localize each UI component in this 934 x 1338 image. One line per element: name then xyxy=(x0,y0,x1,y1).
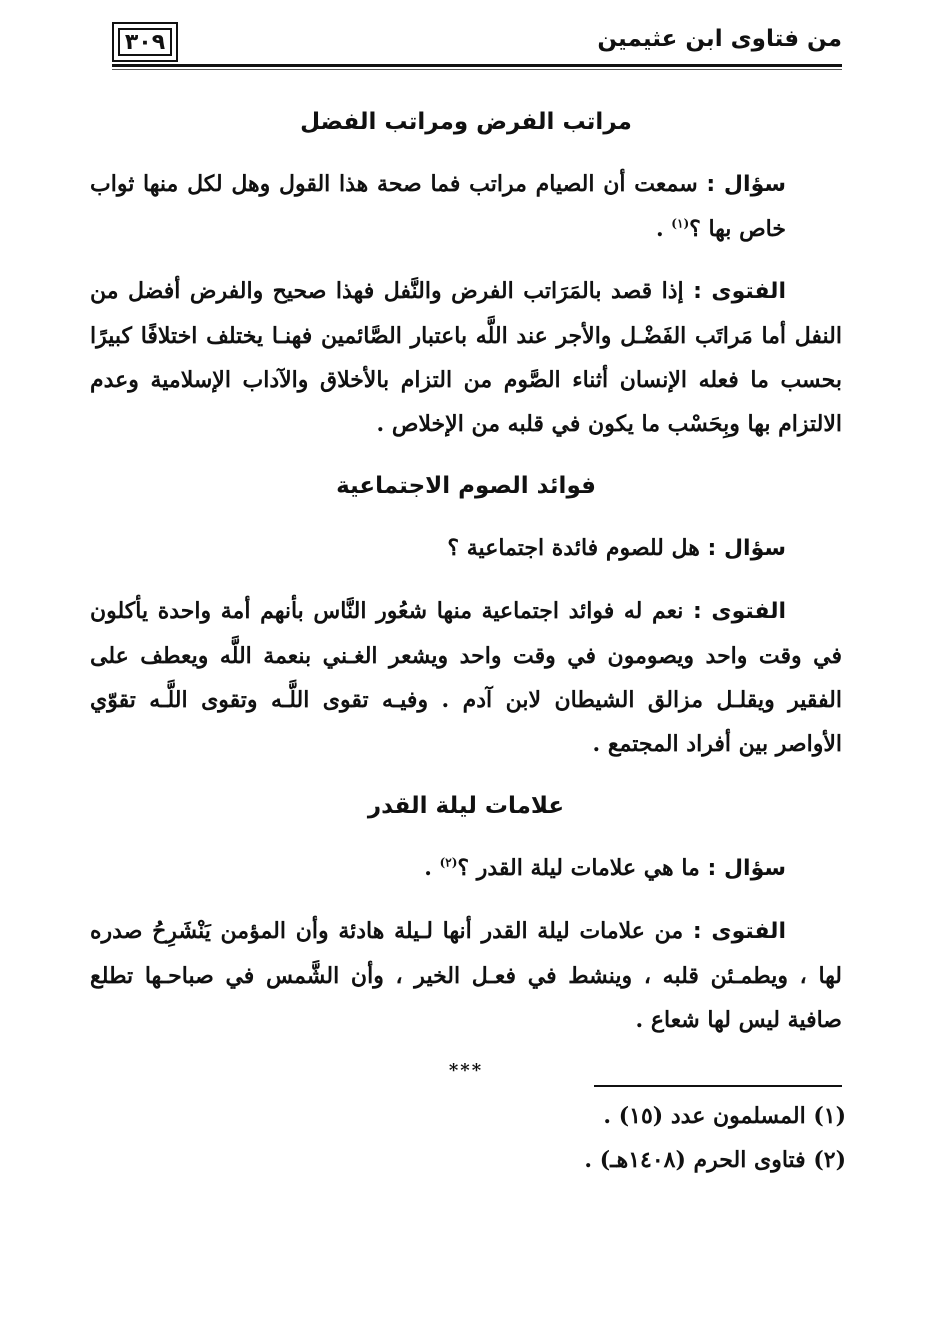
answer-label: الفتوى : xyxy=(693,599,786,624)
question-text: سمعت أن الصيام مراتب فما صحة هذا القول وهل لكل منها ثواب خاص بها ؟ xyxy=(90,171,786,242)
question-label: سؤال : xyxy=(707,856,786,881)
page-body xyxy=(90,100,842,1081)
question-paragraph xyxy=(90,162,842,251)
answer-text: نعم له فوائد اجتماعية منها شعُور النَّاس بأنهم أمة واحدة يأكلون في وقت واحد ويصومون في وقت واحد ويشعر الغـني بنعمة اللَّه ويعطف على الفقير ويقلـل مزالق الشيطان لابن آدم . وفيـه تقوى اللَّـه وتقوى اللَّـه تقوّي الأواصر بين أفراد المجتمع . xyxy=(90,598,842,757)
page-number: ٣٠٩ xyxy=(112,22,178,62)
section-heading: علامات ليلة القدر xyxy=(367,793,565,819)
section-separator: *** xyxy=(448,1060,484,1081)
running-head-title: من فتاوى ابن عثيمين xyxy=(597,26,842,52)
footnotes xyxy=(446,1094,846,1182)
question-text: ما هي علامات ليلة القدر ؟ xyxy=(457,855,700,881)
question-paragraph xyxy=(90,526,842,571)
question-end: . xyxy=(655,216,672,242)
footnote-2: (٢) فتاوى الحرم (١٤٠٨هـ) . xyxy=(584,1147,846,1173)
footnote-1: (١) المسلمون عدد (١٥) . xyxy=(603,1103,846,1129)
question-end: . xyxy=(424,855,440,881)
answer-paragraph xyxy=(90,589,842,766)
section-social-benefits xyxy=(90,464,842,766)
question-text: هل للصوم فائدة اجتماعية ؟ xyxy=(447,535,700,561)
header-rule xyxy=(112,64,842,67)
answer-text: إذا قصد بالمَرَاتب الفرض والنَّفل فهذا صحيح والفرض أفضل من النفل أما مَراتَب الفَضْـل والأجر عند اللَّه باعتبار الصَّائمين فهنـا يختلف اختلافًا كبيرًا بحسب ما فعله الإنسان أثناء الصَّوم من التزام بالأخلاق والآداب الإسلامية وعدم الالتزام بها وبِحَسْب ما يكون في قلبه من الإخلاص . xyxy=(90,278,842,437)
answer-text: من علامات ليلة القدر أنها لـيلة هادئة وأن المؤمن يَنْشَرِحُ صدره لها ، ويطمـئن قلبه ، وينشط في فعـل الخير ، وأن الشَّمس في صباحـها تطلع صافية ليس لها شعاع . xyxy=(90,918,842,1033)
footnote-rule xyxy=(594,1085,842,1087)
running-head xyxy=(112,22,842,68)
question-paragraph xyxy=(90,846,842,891)
footnote-ref: (١) xyxy=(671,216,690,231)
section-laylat-al-qadr-signs xyxy=(90,784,842,1042)
answer-label: الفتوى : xyxy=(693,279,786,304)
section-obligation-virtue-ranks xyxy=(90,100,842,446)
section-heading: فوائد الصوم الاجتماعية xyxy=(336,473,596,499)
answer-label: الفتوى : xyxy=(692,919,786,944)
question-label: سؤال : xyxy=(706,172,786,197)
section-heading: مراتب الفرض ومراتب الفضل xyxy=(300,109,632,135)
footnote-ref: (٢) xyxy=(439,855,458,870)
answer-paragraph xyxy=(90,909,842,1042)
answer-paragraph xyxy=(90,269,842,446)
question-label: سؤال : xyxy=(707,536,786,561)
